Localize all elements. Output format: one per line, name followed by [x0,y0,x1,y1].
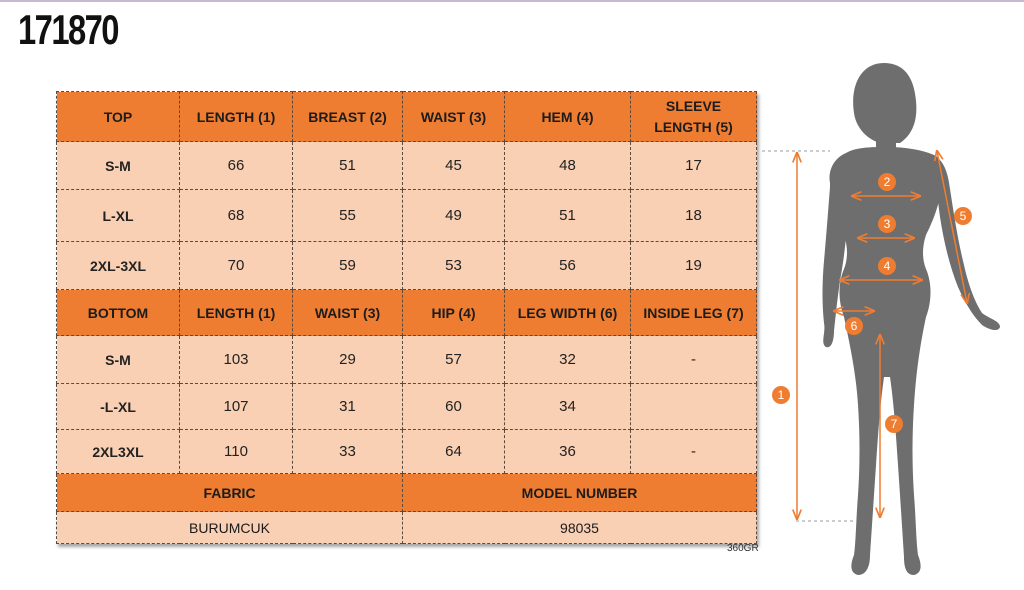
table-cell: 18 [631,190,757,242]
model-number-value: 98035 [403,512,757,544]
bottom-header-row [57,290,757,336]
bottom-header-waist: WAIST (3) [293,290,403,336]
fabric-label: FABRIC [57,474,403,512]
info-header-row [57,474,757,512]
table-row [57,142,757,190]
table-cell: 32 [505,336,631,384]
top-header-sleeve-length: SLEEVE LENGTH (5) [631,92,757,142]
table-cell: 60 [403,384,505,430]
table-cell: 34 [505,384,631,430]
table-cell: 64 [403,430,505,474]
marker-7: 7 [890,417,898,431]
table-cell: 103 [180,336,293,384]
marker-2: 2 [883,175,891,189]
bottom-header-leg-width: LEG WIDTH (6) [505,290,631,336]
bottom-header-length: LENGTH (1) [180,290,293,336]
top-header-breast: BREAST (2) [293,92,403,142]
model-number-label: MODEL NUMBER [403,474,757,512]
size-chart-table [56,91,757,544]
table-cell: 68 [180,190,293,242]
table-cell: 49 [403,190,505,242]
table-cell: - [631,336,757,384]
top-header-hem: HEM (4) [505,92,631,142]
table-cell: 53 [403,242,505,290]
bottom-header-label: BOTTOM [57,290,180,336]
marker-3: 3 [883,217,891,231]
sleeve-arrow [937,151,967,303]
size-label: 2XL-3XL [57,242,180,290]
table-cell: 59 [293,242,403,290]
body-measurement-figure [760,55,1024,590]
info-value-row [57,512,757,544]
table-cell: 45 [403,142,505,190]
table-cell: 36 [505,430,631,474]
marker-5: 5 [959,209,967,223]
bottom-header-inside-leg: INSIDE LEG (7) [631,290,757,336]
table-cell: 48 [505,142,631,190]
table-cell: 70 [180,242,293,290]
table-cell: 33 [293,430,403,474]
size-label: -L-XL [57,384,180,430]
marker-6: 6 [850,319,858,333]
table-row [57,190,757,242]
table-row [57,336,757,384]
table-cell: 51 [505,190,631,242]
table-cell: 51 [293,142,403,190]
table-cell: 55 [293,190,403,242]
size-label: 2XL3XL [57,430,180,474]
table-cell: - [631,430,757,474]
table-row [57,384,757,430]
table-cell: 66 [180,142,293,190]
table-cell: 56 [505,242,631,290]
fabric-value: BURUMCUK [57,512,403,544]
top-header-label: TOP [57,92,180,142]
size-label: S-M [57,142,180,190]
table-cell: 57 [403,336,505,384]
table-cell: 19 [631,242,757,290]
top-header-waist: WAIST (3) [403,92,505,142]
top-header-length: LENGTH (1) [180,92,293,142]
table-row [57,242,757,290]
top-border-line [0,0,1024,2]
table-cell: 110 [180,430,293,474]
marker-4: 4 [883,259,891,273]
table-cell [631,384,757,430]
table-cell: 17 [631,142,757,190]
table-row [57,430,757,474]
marker-1: 1 [777,388,785,402]
table-cell: 29 [293,336,403,384]
product-code: 171870 [18,6,118,53]
size-label: L-XL [57,190,180,242]
table-cell: 31 [293,384,403,430]
top-header-row [57,92,757,142]
weight-note: 360GR [727,543,759,554]
bottom-header-hip: HIP (4) [403,290,505,336]
size-label: S-M [57,336,180,384]
table-cell: 107 [180,384,293,430]
